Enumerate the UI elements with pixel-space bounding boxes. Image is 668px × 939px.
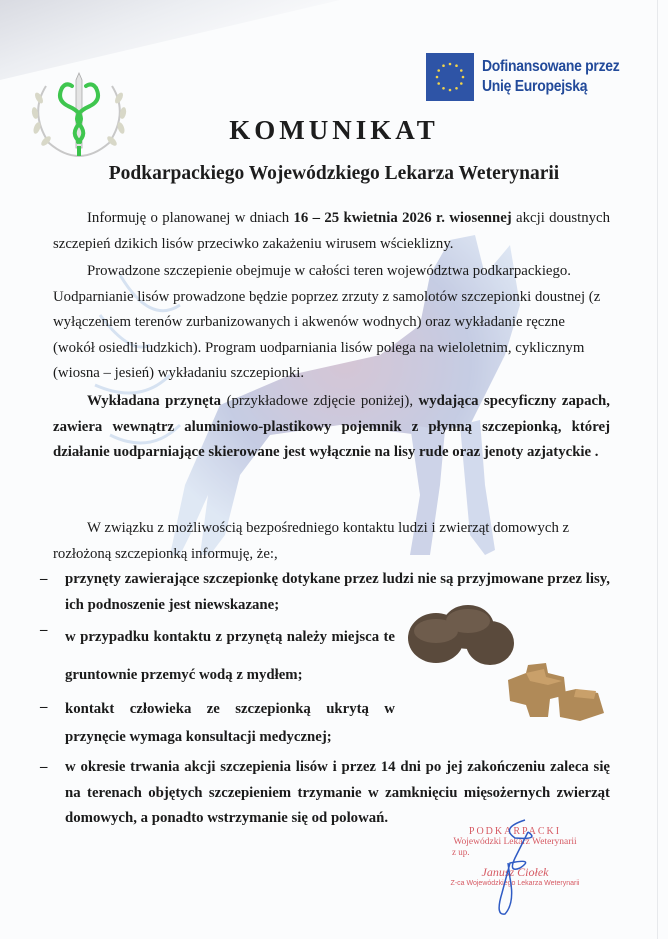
bullet-text: kontakt człowieka ze szczepionką ukrytą w przynęcie wymaga konsultacji medycznej;: [65, 701, 395, 745]
eu-funding-badge: [426, 53, 635, 101]
eu-text-line2: Unię Europejską: [482, 78, 588, 95]
p1-dates: 16 – 25 kwietnia 2026 r.: [293, 210, 445, 226]
p1-text-b: akcji doustnych szczepień dzikich lisów przeciwko zakażeniu wirusem wścieklizny.: [53, 210, 610, 252]
bullet-dash: –: [40, 759, 48, 775]
p3-bold2: wydająca specyficzny zapach, zawiera wewnątrz aluminiowo-plastikowy pojemnik z płynną szczepionką, której działanie uodparniające skierowane jest wyłącznie na lisy rude oraz jenoty azjatyckie .: [53, 393, 610, 460]
stamp-name: Janusz Ciołek: [481, 865, 549, 879]
bullet-text: w przypadku kontaktu z przynętą należy miejsca te gruntownie przemyć wodą z mydłem;: [65, 629, 395, 683]
vaccine-bait-photo: [408, 605, 618, 725]
paragraph-bait: [53, 389, 610, 466]
paragraph-scope: [53, 259, 610, 387]
bullet-text: w okresie trwania akcji szczepienia lisów i przez 14 dni po jej zakończeniu zaleca się na terenach objętych szczepieniem trzymanie w zamknięciu mięsożernych zwierząt domowych, a ponadto wstrzymanie się od polowań.: [65, 759, 610, 826]
stamp-line2: Wojewódzki Lekarz Weterynarii: [453, 837, 577, 847]
p3-normal: (przykładowe zdjęcie poniżej),: [221, 393, 419, 409]
bullet-text: przynęty zawierające szczepionkę dotykane przez ludzi nie są przyjmowane przez lisy, ich podnoszenie jest niewskazane;: [65, 571, 610, 613]
eu-funding-text: [482, 57, 620, 97]
eu-flag-icon: [426, 53, 474, 101]
p2-text: Prowadzone szczepienie obejmuje w całości teren województwa podkarpackiego. Uodparnianie lisów prowadzone będzie poprzez zrzuty z samolotów szczepionki doustnej (z wyłączeniem terenów zurbanizowanych i akwenów wodnych) oraz wykładanie ręczne (wokół osiedli ludzkich). Program uodparniania lisów polega na wieloletnim, cyklicznym (wiosna – jesień) wykładaniu szczepionki.: [53, 263, 601, 381]
stamp-role: Z-ca Wojewódzkiego Lekarza Weterynarii: [450, 880, 580, 887]
p3-bold1: Wykładana przynęta: [87, 393, 222, 409]
eu-text-line1: Dofinansowane przez: [482, 58, 620, 75]
paragraph-contact-intro: [53, 516, 610, 567]
stamp-line3: z up.: [452, 847, 470, 857]
p4-text: W związku z możliwością bezpośredniego kontaktu ludzi i zwierząt domowych z rozłożoną szczepionką informuję, że:,: [53, 520, 570, 562]
paragraph-announcement: [53, 206, 610, 257]
bullet-dash: –: [40, 571, 48, 587]
handwritten-signature: [480, 818, 570, 918]
p1-season: wiosennej: [449, 210, 512, 226]
stamp-line1: PODKARPACKI: [468, 826, 562, 837]
bullet-dash: –: [40, 622, 48, 638]
page-title: KOMUNIKAT: [229, 115, 439, 145]
bullet-dash: –: [40, 699, 48, 715]
p1-text-a: Informuję o planowanej w dniach: [87, 210, 294, 226]
page-subtitle: Podkarpackiego Wojewódzkiego Lekarza Weterynarii: [108, 163, 560, 184]
